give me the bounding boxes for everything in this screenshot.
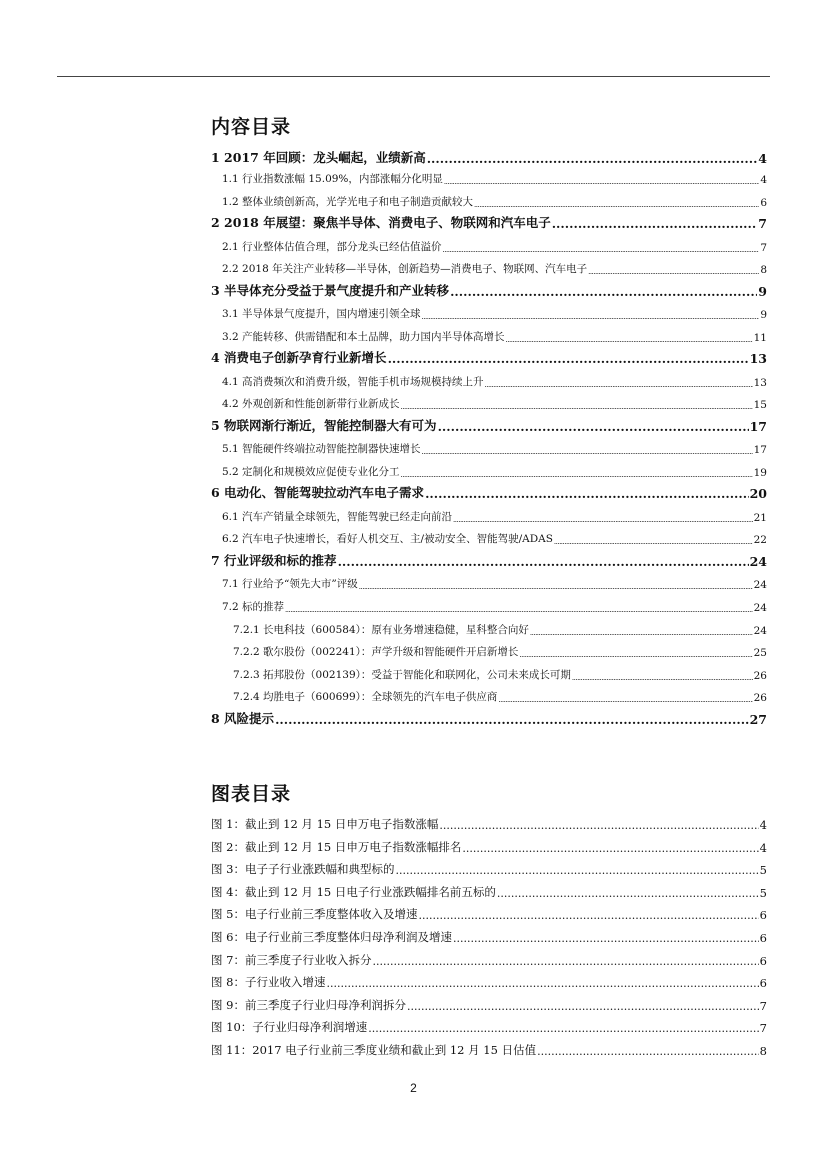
dot-leader [588,262,759,276]
toc-entry-title: 7 行业评级和标的推荐 [211,553,337,568]
toc-entry-page: 7 [758,216,767,231]
figure-entry-title: 图 3：电子子行业涨跌幅和典型标的 [211,862,395,877]
dot-leader [443,240,760,254]
dot-leader [462,841,758,855]
toc-entry[interactable] [211,481,767,501]
toc-entry-page: 24 [753,602,767,614]
figure-entry-page: 6 [759,953,767,968]
toc-title: 内容目录 [211,116,292,138]
toc-entry[interactable] [211,369,767,389]
dot-leader [395,863,758,877]
dot-leader [338,555,749,569]
toc-entry[interactable] [211,346,767,366]
toc-entry-page: 22 [753,534,767,546]
figure-entry-title: 图 8：子行业收入增速 [211,975,326,990]
dot-leader [453,510,753,524]
dot-leader [438,420,749,434]
toc-entry-title: 7.1 行业给予“领先大市”评级 [222,578,358,590]
dot-leader [530,623,753,637]
toc-entry[interactable] [211,189,767,209]
figure-entry-page: 7 [759,1021,767,1036]
dot-leader [485,375,753,389]
toc-entry[interactable] [211,301,767,321]
toc-entry-title: 6 电动化、智能驾驶拉动汽车电子需求 [211,485,425,500]
toc-entry-page: 9 [760,309,767,321]
toc-entry-title: 3.2 产能转移、供需错配和本土品牌，助力国内半导体高增长 [222,331,505,343]
toc-entry-title: 5 物联网渐行渐近，智能控制器大有可为 [211,418,437,433]
dot-leader [572,668,753,682]
header-rule [57,76,770,77]
toc-entry-page: 4 [758,151,767,166]
toc-entry[interactable] [211,256,767,276]
toc-entry-page: 26 [753,692,767,704]
figure-entry[interactable] [211,1015,767,1035]
toc-entry-title: 3.1 半导体景气度提升，国内增速引领全球 [222,308,421,320]
figure-entry[interactable] [211,902,767,922]
toc-entry-page: 17 [753,444,767,456]
toc-entry[interactable] [211,571,767,591]
toc-entry[interactable] [211,436,767,456]
toc-entry[interactable] [211,166,767,186]
toc-entry[interactable] [211,639,767,659]
figure-entry-title: 图 4：截止到 12 月 15 日电子行业涨跌幅排名前五标的 [211,884,496,899]
dot-leader [359,577,753,591]
figure-entry-page: 6 [759,908,767,923]
toc-entry-title: 4.1 高消费频次和消费升级，智能手机市场规模持续上升 [222,376,484,388]
toc-entry[interactable] [211,414,767,434]
dot-leader [372,954,758,968]
toc-entry-title: 6.1 汽车产销量全球领先，智能驾驶已经走向前沿 [222,511,453,523]
figure-entry-page: 8 [759,1044,767,1058]
toc-entry[interactable] [211,391,767,411]
toc-entry-title: 2.2 2018 年关注产业转移—半导体，创新趋势—消费电子、物联网、汽车电子 [222,263,588,275]
dot-leader [425,487,749,501]
figure-entry-page: 7 [759,998,767,1013]
figure-entry[interactable] [211,993,767,1013]
dot-leader [275,713,749,727]
figure-entry[interactable] [211,857,767,877]
toc-entry[interactable] [211,211,767,231]
dot-leader [498,690,752,704]
dot-leader [418,908,758,922]
toc-entry-title: 4.2 外观创新和性能创新带行业新成长 [222,398,400,410]
toc-entry-title: 5.1 智能硬件终端拉动智能控制器快速增长 [222,443,421,455]
figure-entry[interactable] [211,948,767,968]
toc-entry-title: 2 2018 年展望：聚焦半导体、消费电子、物联网和汽车电子 [211,215,551,230]
figure-entry-title: 图 11：2017 电子行业前三季度业绩和截止到 12 月 15 日估值 [211,1043,537,1057]
figure-entry-title: 图 5：电子行业前三季度整体收入及增速 [211,907,418,922]
dot-leader [422,442,753,456]
toc-entry-page: 17 [749,419,767,434]
toc-entry[interactable] [211,234,767,254]
dot-leader [422,307,760,321]
toc-entry-title: 1.2 整体业绩创新高，光学光电子和电子制造贡献较大 [222,196,474,208]
dot-leader [427,152,758,166]
dot-leader [401,397,753,411]
toc-entry-page: 7 [760,242,767,254]
toc-entry-page: 6 [760,197,767,209]
toc-entry[interactable] [211,526,767,546]
figure-entry-page: 6 [759,931,767,945]
page-number: 2 [410,1081,417,1095]
dot-leader [388,352,749,366]
toc-entry-title: 7.2.2 歌尔股份（002241）：声学升级和智能硬件开启新增长 [233,646,519,658]
dot-leader [537,1044,759,1058]
toc-entry-title: 8 风险提示 [211,711,275,726]
dot-leader [368,1021,758,1035]
toc-entry-title: 7.2.1 长电科技（600584）：原有业务增速稳健，星科整合向好 [233,624,529,636]
toc-entry-title: 2.1 行业整体估值合理，部分龙头已经估值溢价 [222,241,442,253]
figure-entry-title: 图 2：截止到 12 月 15 日申万电子指数涨幅排名 [211,839,462,854]
dot-leader [326,976,758,990]
toc-entry-page: 13 [753,377,767,389]
toc-entry[interactable] [211,504,767,524]
figure-entry-title: 图 10：子行业归母净利润增速 [211,1020,368,1035]
toc-entry-page: 8 [760,264,767,276]
figure-list-title: 图表目录 [211,783,292,805]
toc-entry-page: 15 [753,399,767,411]
dot-leader [401,465,753,479]
toc-entry-page: 9 [758,284,767,299]
figure-entry-title: 图 7：前三季度子行业收入拆分 [211,952,372,967]
toc-entry-page: 11 [753,332,767,344]
dot-leader [407,999,759,1013]
toc-entry[interactable] [211,324,767,344]
toc-entry[interactable] [211,594,767,614]
toc-entry[interactable] [211,662,767,682]
toc-entry-page: 20 [749,486,767,501]
dot-leader [552,217,758,231]
figure-entry-page: 5 [759,885,767,900]
toc-entry-page: 27 [749,712,767,727]
figure-entry-title: 图 6：电子行业前三季度整体归母净利润及增速 [211,930,452,944]
dot-leader [506,330,753,344]
toc-entry[interactable] [211,549,767,569]
toc-entry-title: 5.2 定制化和规模效应促使专业化分工 [222,466,400,478]
toc-entry-page: 4 [760,174,767,186]
dot-leader [450,285,757,299]
toc-entry-title: 7.2.3 拓邦股份（002139）：受益于智能化和联网化，公司未来成长可期 [233,669,571,681]
toc-entry[interactable] [211,459,767,479]
figure-entry-page: 4 [759,840,767,855]
toc-entry-page: 19 [753,467,767,479]
figure-entry[interactable] [211,812,767,832]
figure-entry[interactable] [211,835,767,855]
dot-leader [444,172,759,186]
toc-entry-page: 25 [753,647,767,659]
toc-entry[interactable] [211,617,767,637]
toc-entry-title: 6.2 汽车电子快速增长，看好人机交互、主/被动安全、智能驾驶/ADAS [222,533,553,545]
toc-entry-page: 13 [749,351,767,366]
toc-entry-title: 7.2.4 均胜电子（600699）：全球领先的汽车电子供应商 [233,691,498,703]
dot-leader [519,645,752,659]
toc-entry-page: 26 [753,670,767,682]
figure-entry-page: 4 [759,818,767,832]
figure-entry-title: 图 9：前三季度子行业归母净利润拆分 [211,997,406,1012]
figure-entry[interactable] [211,970,767,990]
toc-entry-title: 7.2 标的推荐 [222,601,285,613]
toc-entry-title: 3 半导体充分受益于景气度提升和产业转移 [211,283,450,298]
dot-leader [554,532,753,546]
figure-entry-page: 5 [759,863,767,878]
figure-entry[interactable] [211,1038,767,1058]
toc-entry-title: 1.1 行业指数涨幅 15.09%，内部涨幅分化明显 [222,173,443,185]
toc-entry-page: 21 [753,512,767,524]
toc-entry[interactable] [211,707,767,727]
toc-entry-title: 1 2017 年回顾：龙头崛起，业绩新高 [211,150,426,165]
figure-entry[interactable] [211,880,767,900]
figure-entry-title: 图 1：截止到 12 月 15 日申万电子指数涨幅 [211,817,439,831]
figure-entry-page: 6 [759,976,767,991]
toc-entry-page: 24 [753,579,767,591]
figure-entry[interactable] [211,925,767,945]
dot-leader [453,931,759,945]
dot-leader [285,600,753,614]
dot-leader [439,818,758,832]
toc-entry[interactable] [211,684,767,704]
dot-leader [497,886,759,900]
toc-entry[interactable] [211,146,767,166]
toc-entry-title: 4 消费电子创新孕育行业新增长 [211,350,387,365]
dot-leader [474,195,759,209]
toc-entry[interactable] [211,279,767,299]
toc-entry-page: 24 [753,625,767,637]
toc-entry-page: 24 [749,554,767,569]
